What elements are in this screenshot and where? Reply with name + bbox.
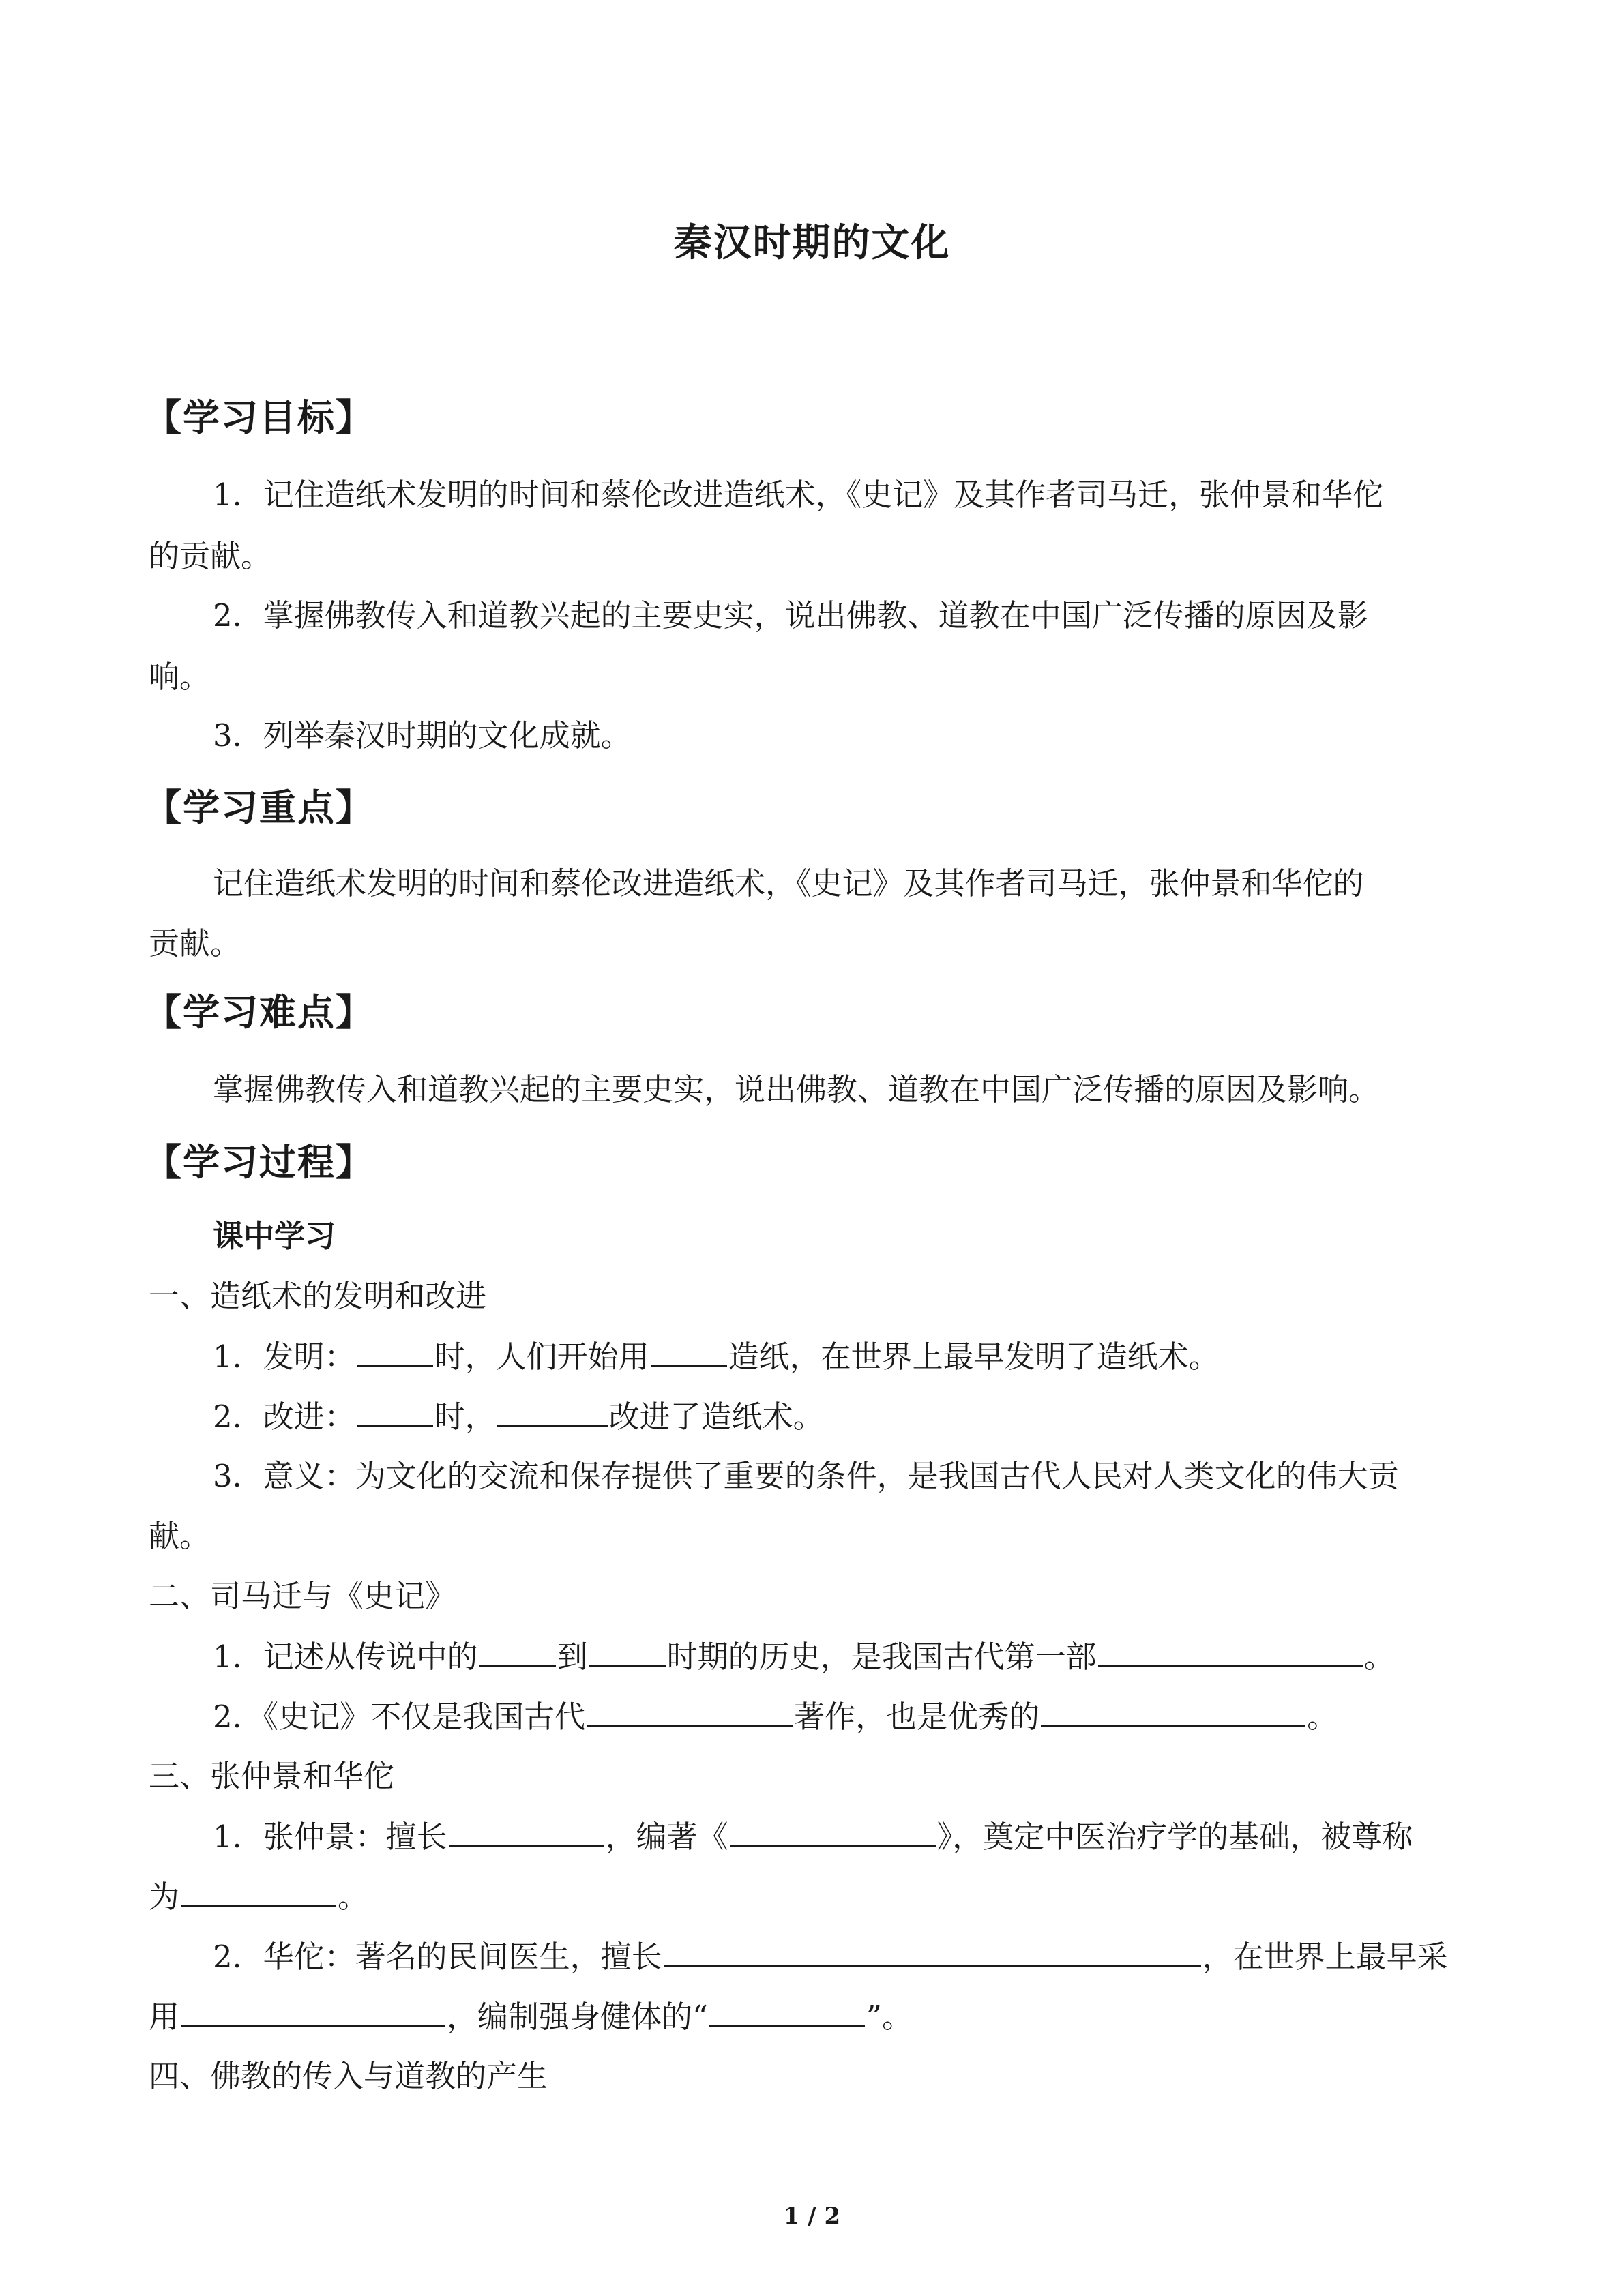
part2-title: 二、司马迁与《史记》 (149, 1578, 456, 1614)
part3-q2: 2．华佗：著名的民间医生，擅长 ，在世界上最早采 (213, 1935, 1448, 1978)
part4-title: 四、佛教的传入与道教的产生 (149, 2058, 548, 2094)
process-subheading: 课中学习 (213, 1218, 336, 1254)
part1-q3-cont: 献。 (149, 1518, 211, 1554)
fill-blank[interactable] (449, 1815, 604, 1847)
fill-blank[interactable] (587, 1695, 793, 1727)
page-title: 秦汉时期的文化 (673, 220, 951, 265)
fill-blank[interactable] (497, 1395, 608, 1427)
goal-item-1-cont: 的贡献。 (149, 538, 272, 574)
part3-q2-cont: 用 ，编制强身健体的“ ”。 (149, 1995, 913, 2038)
goal-item-1: 1．记住造纸术发明的时间和蔡伦改进造纸术，《史记》及其作者司马迁，张仲景和华佗 (213, 477, 1384, 513)
fill-blank[interactable] (181, 1875, 336, 1907)
part1-q1: 1．发明： 时，人们开始用 造纸，在世界上最早发明了造纸术。 (213, 1335, 1220, 1378)
part2-q1: 1．记述从传说中的 到 时期的历史，是我国古代第一部 。 (213, 1635, 1395, 1678)
difficulty-heading: 【学习难点】 (145, 990, 374, 1034)
goals-heading: 【学习目标】 (145, 396, 374, 439)
page-number: 1 / 2 (783, 2203, 841, 2230)
part2-q2: 2．《史记》不仅是我国古代 著作，也是优秀的 。 (213, 1695, 1338, 1738)
process-heading: 【学习过程】 (145, 1140, 374, 1184)
part1-q2: 2．改进： 时， 改进了造纸术。 (213, 1395, 824, 1438)
fill-blank[interactable] (357, 1395, 433, 1427)
goal-item-3: 3．列举秦汉时期的文化成就。 (213, 717, 632, 754)
fill-blank[interactable] (651, 1335, 727, 1367)
key-heading: 【学习重点】 (145, 786, 374, 829)
key-line-1: 记住造纸术发明的时间和蔡伦改进造纸术，《史记》及其作者司马迁，张仲景和华佗的 (213, 865, 1364, 901)
fill-blank[interactable] (357, 1335, 433, 1367)
goal-item-2: 2．掌握佛教传入和道教兴起的主要史实，说出佛教、道教在中国广泛传播的原因及影 (213, 597, 1368, 633)
key-line-2: 贡献。 (149, 925, 241, 961)
part3-q1: 1．张仲景：擅长 ，编著《 》，奠定中医治疗学的基础，被尊称 (213, 1815, 1413, 1858)
difficulty-line-1: 掌握佛教传入和道教兴起的主要史实，说出佛教、道教在中国广泛传播的原因及影响。 (213, 1071, 1380, 1107)
part1-q3: 3．意义：为文化的交流和保存提供了重要的条件，是我国古代人民对人类文化的伟大贡 (213, 1458, 1399, 1494)
goal-item-2-cont: 响。 (149, 659, 211, 695)
part1-title: 一、造纸术的发明和改进 (149, 1278, 487, 1314)
fill-blank[interactable] (664, 1935, 1201, 1967)
fill-blank[interactable] (479, 1635, 556, 1667)
fill-blank[interactable] (1041, 1695, 1305, 1727)
part3-q1-cont: 为 。 (149, 1875, 368, 1918)
fill-blank[interactable] (181, 1995, 445, 2027)
fill-blank[interactable] (1098, 1635, 1363, 1667)
fill-blank[interactable] (709, 1995, 865, 2027)
fill-blank[interactable] (589, 1635, 666, 1667)
fill-blank[interactable] (730, 1815, 936, 1847)
part3-title: 三、张仲景和华佗 (149, 1758, 395, 1794)
